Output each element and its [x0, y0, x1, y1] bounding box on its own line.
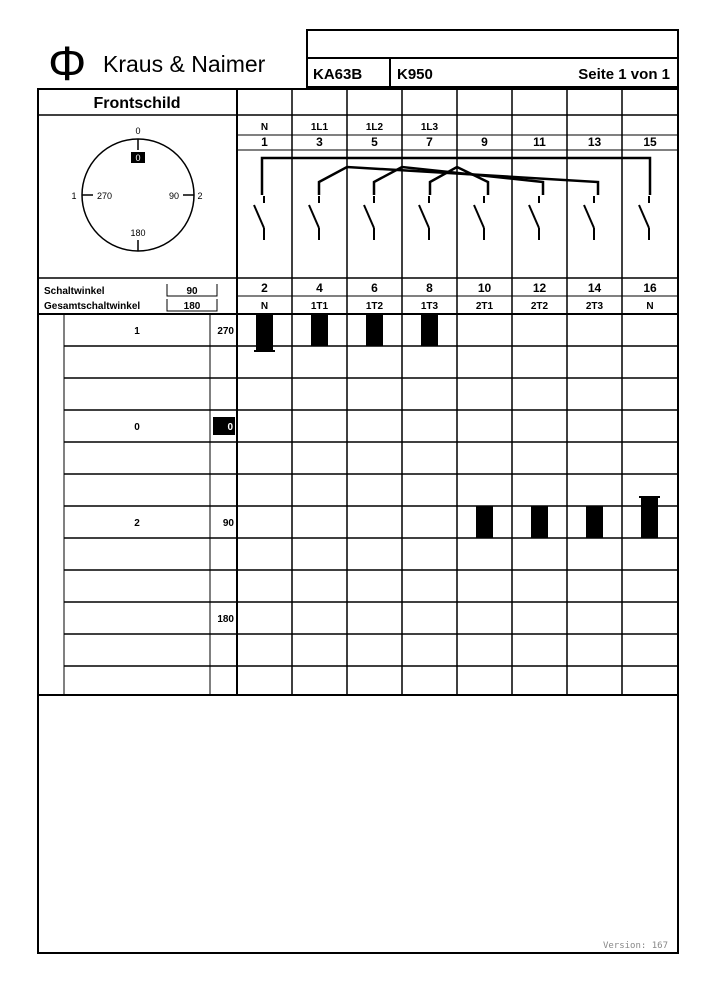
- contact-switch-3: [364, 196, 374, 240]
- terminal-top-number: 3: [316, 135, 323, 149]
- terminal-bottom-number: 12: [532, 281, 547, 295]
- switching-angle-label: Schaltwinkel: [44, 286, 105, 297]
- terminal-bottom-label: 2T1: [475, 301, 494, 312]
- terminal-bottom-label: 1T2: [365, 301, 384, 312]
- terminal-top-number: 13: [587, 135, 602, 149]
- terminal-top-number: 1: [261, 135, 268, 149]
- terminal-bottom-label: 2T2: [530, 301, 549, 312]
- switching-angle-value: 90: [186, 286, 198, 297]
- terminal-bottom-number: 8: [426, 281, 433, 295]
- contact-switch-2: [309, 196, 319, 240]
- terminal-top-label: 1L2: [365, 122, 384, 133]
- dial-angle-right: 90: [168, 191, 179, 201]
- terminal-bottom-label: 2T3: [585, 301, 604, 312]
- dial-angle-left: 270: [97, 191, 113, 201]
- position-angle: 180: [217, 614, 234, 625]
- contact-switch-1: [254, 196, 264, 240]
- terminal-top-number: 15: [643, 135, 657, 149]
- closed-contact-mark: [531, 506, 548, 538]
- contact-switch-5: [474, 196, 484, 240]
- company-name: Kraus & Naimer: [103, 51, 266, 77]
- contact-switch-7: [584, 196, 594, 240]
- terminal-bottom-number: 4: [316, 281, 323, 295]
- version-label: Version: 167: [602, 941, 668, 951]
- terminal-top-label: N: [260, 122, 269, 133]
- terminal-top-label: 1L3: [420, 122, 439, 133]
- terminal-bottom-number: 16: [643, 281, 657, 295]
- closed-contact-mark: [476, 506, 493, 538]
- contact-table-grid: [64, 89, 678, 695]
- position-label: 2: [134, 518, 140, 529]
- terminal-bottom-number: 2: [261, 281, 268, 295]
- position-angle: 270: [217, 326, 234, 337]
- terminal-bottom-label: N: [260, 301, 269, 312]
- terminal-bottom-label: 1T3: [420, 301, 439, 312]
- contact-switch-4: [419, 196, 429, 240]
- closed-contact-mark: [421, 314, 438, 346]
- closed-contact-mark: [586, 506, 603, 538]
- position-label: 0: [134, 422, 140, 433]
- contact-linkage: [262, 158, 650, 195]
- terminal-top-number: 9: [481, 135, 488, 149]
- terminal-bottom-number: 10: [477, 281, 492, 295]
- contact-symbols: [254, 158, 650, 240]
- position-angle: 90: [222, 518, 234, 529]
- closed-contact-mark: [254, 314, 275, 351]
- page-label: Seite 1 von 1: [578, 66, 670, 83]
- position-label: 1: [134, 326, 140, 337]
- closed-contact-mark: [639, 497, 660, 538]
- terminal-top-number: 11: [533, 135, 546, 149]
- terminal-bottom-number: 14: [587, 281, 602, 295]
- dial-position-1: 1: [71, 191, 77, 201]
- total-angle-value: 180: [183, 301, 201, 312]
- closed-contact-mark: [366, 314, 383, 346]
- terminal-top-number: 7: [426, 135, 433, 149]
- dial-angle-top: 0: [135, 153, 141, 163]
- drawing-code: K950: [397, 66, 433, 83]
- type-code: KA63B: [313, 66, 363, 83]
- contact-switch-6: [529, 196, 539, 240]
- closed-contact-mark: [311, 314, 328, 346]
- dial-angle-bottom: 180: [130, 228, 146, 238]
- terminal-bottom-label: N: [646, 301, 654, 312]
- terminal-top-label: 1L1: [310, 122, 329, 133]
- total-angle-label: Gesamtschaltwinkel: [44, 301, 141, 312]
- dial-position-2: 2: [197, 191, 203, 201]
- contact-switch-8: [639, 196, 649, 240]
- front-plate-panel: [44, 95, 217, 312]
- header: [48, 30, 678, 91]
- terminal-bottom-number: 6: [371, 281, 378, 295]
- position-rows: [134, 326, 235, 625]
- front-plate-title: Frontschild: [93, 95, 181, 112]
- position-angle: 0: [227, 422, 233, 433]
- terminal-top-number: 5: [371, 135, 378, 149]
- logo-mark: Φ: [48, 38, 87, 91]
- terminal-bottom-label: 1T1: [310, 301, 329, 312]
- dial-position-0: 0: [135, 126, 141, 136]
